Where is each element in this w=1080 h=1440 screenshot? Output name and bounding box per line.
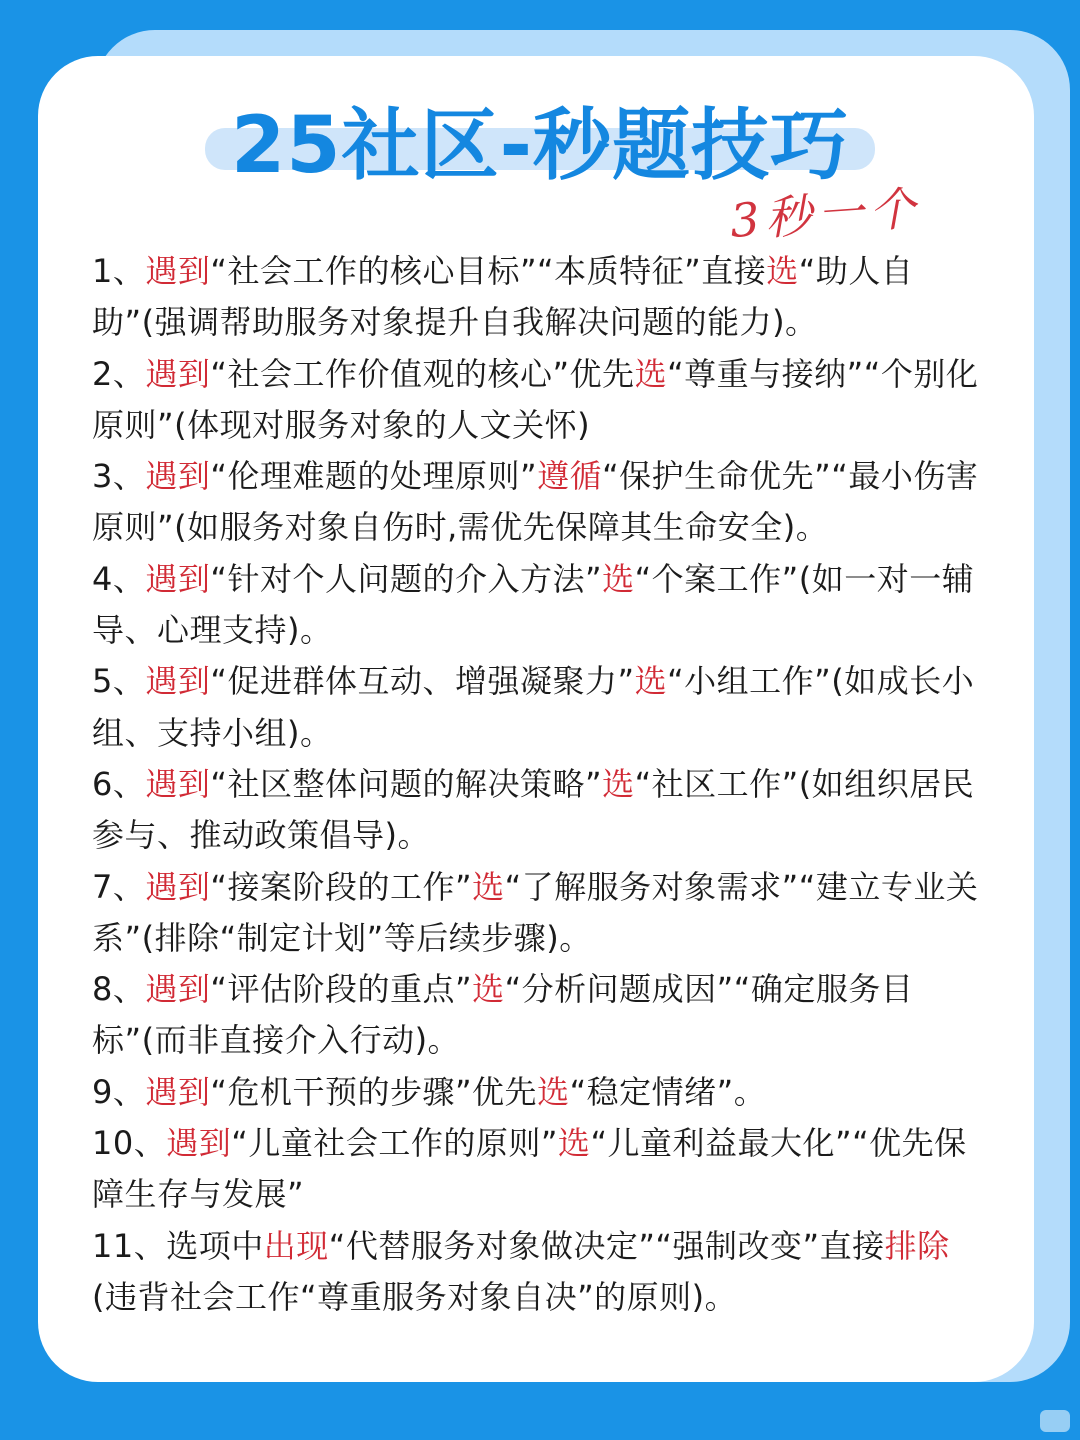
tip-item <box>92 451 992 554</box>
tip-number: 8、 <box>92 970 146 1009</box>
tip-action: 选 <box>634 662 668 701</box>
tip-number: 11、选项中 <box>92 1226 264 1265</box>
tip-number: 2、 <box>92 354 146 393</box>
tip-item <box>92 554 992 657</box>
tip-text: “社会工作的核心目标”“本质特征”直接 <box>210 252 767 290</box>
tip-item <box>92 1067 992 1118</box>
tip-item <box>92 246 992 349</box>
tip-action: 选 <box>634 354 668 393</box>
tip-keyword: 遇到 <box>145 1072 211 1111</box>
tip-item <box>92 862 992 965</box>
tip-action: 选 <box>766 252 799 290</box>
tip-text: “保护生命优先”“最小伤害原则”(如服务对象自伤时,需优先保障其生命安全)。 <box>92 457 979 547</box>
tip-number: 3、 <box>92 457 146 496</box>
tip-number: 6、 <box>92 764 146 803</box>
tip-number: 5、 <box>92 662 146 701</box>
tip-keyword: 遇到 <box>145 662 211 701</box>
tip-keyword: 遇到 <box>145 867 211 906</box>
tip-text: “伦理难题的处理原则” <box>210 457 538 496</box>
tip-text: “针对个人问题的介入方法” <box>210 559 603 598</box>
tip-number: 7、 <box>92 867 146 906</box>
tip-text: “接案阶段的工作” <box>210 867 473 906</box>
tip-text: “儿童社会工作的原则” <box>231 1124 558 1163</box>
tip-keyword: 遇到 <box>145 354 211 393</box>
tip-text: “社区工作”(如组织居民参与、推动政策倡导)。 <box>92 764 975 855</box>
tip-action: 排除 <box>884 1226 950 1265</box>
tip-number: 9、 <box>92 1072 146 1111</box>
tip-number: 10、 <box>92 1124 167 1163</box>
tip-action: 遵循 <box>537 457 603 496</box>
tip-number: 1、 <box>92 252 146 290</box>
tip-text: “尊重与接纳”“个别化原则”(体现对服务对象的人文关怀) <box>92 354 979 444</box>
tip-action: 选 <box>537 1072 570 1111</box>
tip-text: “助人自助”(强调帮助服务对象提升自我解决问题的能力)。 <box>92 252 914 342</box>
tip-text: “促进群体互动、增强凝聚力” <box>210 662 635 701</box>
tip-keyword: 出现 <box>263 1226 329 1265</box>
tip-action: 选 <box>602 764 635 803</box>
watermark-logo <box>1040 1410 1070 1432</box>
tips-list <box>92 246 992 1323</box>
tip-text: “小组工作”(如成长小组、支持小组)。 <box>92 662 975 752</box>
tip-text: “危机干预的步骤”优先 <box>210 1072 538 1111</box>
tip-text: “评估阶段的重点” <box>210 970 473 1009</box>
tip-action: 选 <box>602 559 635 598</box>
tip-keyword: 遇到 <box>145 252 211 290</box>
page-title: 25社区-秒题技巧 <box>231 101 849 191</box>
tip-item <box>92 349 992 452</box>
tip-text: “儿童利益最大化”“优先保障生存与发展” <box>92 1124 967 1214</box>
tip-keyword: 遇到 <box>145 764 211 803</box>
tip-text: “了解服务对象需求”“建立专业关系”(排除“制定计划”等后续步骤)。 <box>92 867 979 957</box>
tip-item <box>92 759 992 862</box>
tip-text: (违背社会工作“尊重服务对象自决”的原则)。 <box>92 1277 738 1316</box>
tip-keyword: 遇到 <box>145 457 211 496</box>
tip-text: “稳定情绪”。 <box>569 1072 767 1111</box>
tip-keyword: 遇到 <box>145 970 211 1009</box>
tip-action: 选 <box>472 867 505 906</box>
tip-text: “个案工作”(如一对一辅导、心理支持)。 <box>92 559 975 650</box>
tip-number: 4、 <box>92 559 146 598</box>
tip-action: 选 <box>557 1124 591 1163</box>
subtitle-handwritten: 3秒一个 <box>728 180 923 248</box>
tip-item <box>92 964 992 1067</box>
tip-text: “社区整体问题的解决策略” <box>210 764 603 803</box>
tip-text: “分析问题成因”“确定服务目标”(而非直接介入行动)。 <box>92 970 914 1060</box>
tip-action: 选 <box>472 970 505 1009</box>
tip-item <box>92 1118 992 1221</box>
tip-text: “社会工作价值观的核心”优先 <box>210 354 635 393</box>
tip-item <box>92 656 992 759</box>
tip-keyword: 遇到 <box>145 559 211 598</box>
tip-text: “代替服务对象做决定”“强制改变”直接 <box>328 1226 885 1265</box>
tip-item <box>92 1221 992 1324</box>
tip-keyword: 遇到 <box>166 1124 232 1163</box>
